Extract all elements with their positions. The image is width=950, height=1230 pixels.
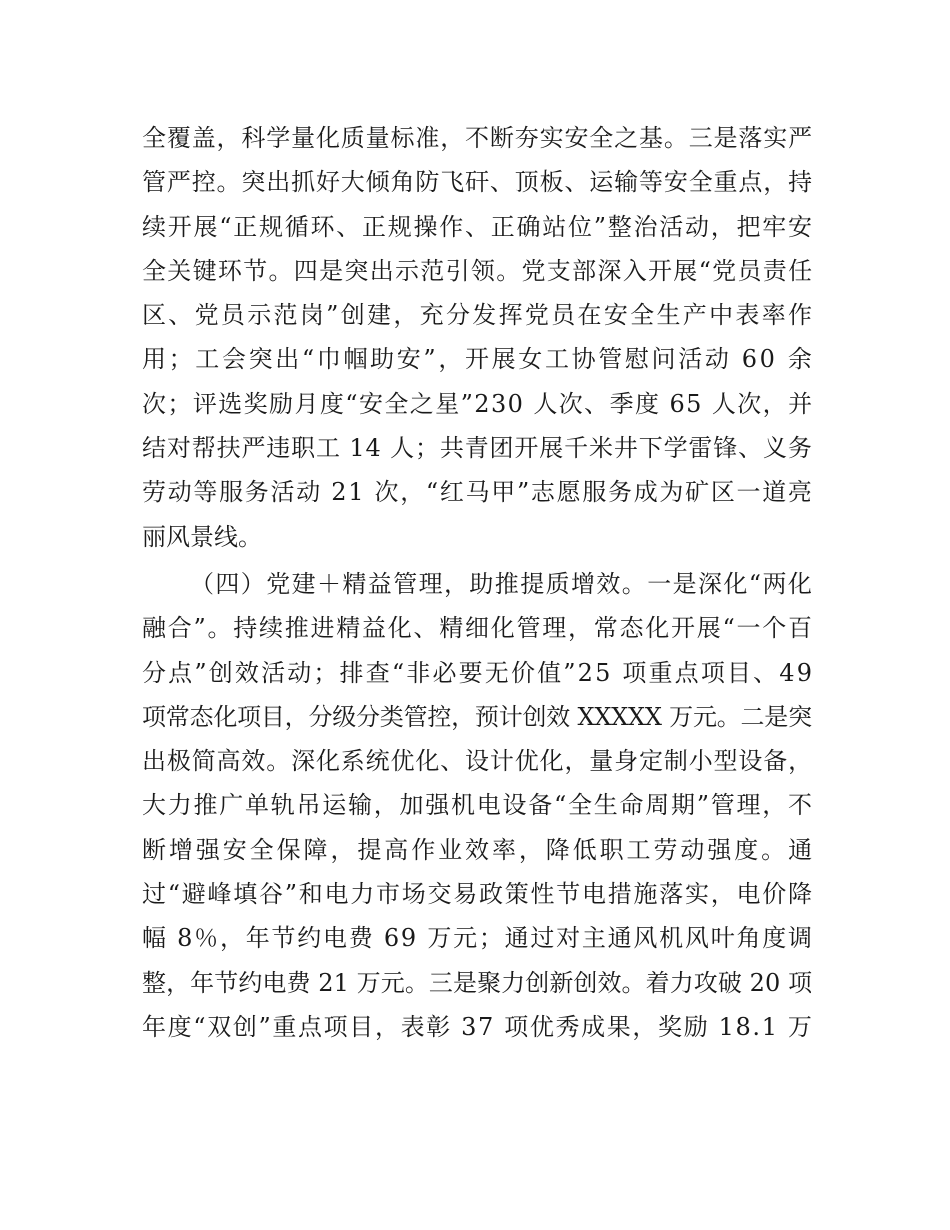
text-line: 用；工会突出“巾帼助安”，开展女工协管慰问活动 60 余: [142, 345, 815, 374]
text-line: 项常态化项目，分级分类管控，预计创效 XXXXX 万元。二是突: [142, 702, 812, 731]
text-line: 丽风景线。: [142, 522, 262, 551]
text-line: 全覆盖，科学量化质量标准，不断夯实安全之基。三是落实严: [142, 124, 813, 152]
text-line: 全关键环节。四是突出示范引领。党支部深入开展“党员责任: [142, 256, 814, 285]
text-line: 断增强安全保障，提高作业效率，降低职工劳动强度。通: [142, 835, 815, 864]
text-line: 幅 8％，年节约电费 69 万元；通过对主通风机风叶角度调: [142, 924, 814, 953]
text-line: 续开展“正规循环、正规操作、正确站位”整治活动，把牢安: [142, 212, 814, 241]
paragraph-safety: [142, 116, 815, 559]
text-line: 结对帮扶严违职工 14 人；共青团开展千米井下学雷锋、义务: [142, 434, 813, 463]
text-line: 融合”。持续推进精益化、精细化管理，常态化开展“一个百: [142, 614, 814, 643]
section-heading-line: （四）党建＋精益管理，助推提质增效。一是深化“两化: [190, 570, 814, 598]
text-line: 分点”创效活动；排查“非必要无价值”25 项重点项目、49: [142, 658, 815, 687]
text-line: 劳动等服务活动 21 次，“红马甲”志愿服务成为矿区一道亮: [142, 478, 814, 507]
text-line: 整，年节约电费 21 万元。三是聚力创新创效。着力攻破 20 项: [142, 968, 813, 997]
text-line: 大力推广单轨吊运输，加强机电设备“全生命周期”管理，不: [142, 791, 814, 820]
text-line: 管严控。突出抓好大倾角防飞矸、顶板、运输等安全重点，持: [142, 168, 813, 197]
text-line: 出极简高效。深化系统优化、设计优化，量身定制小型设备，: [142, 747, 813, 776]
paragraph-lean-management: [142, 562, 815, 1049]
text-line: 年度“双创”重点项目，表彰 37 项优秀成果，奖励 18.1 万: [142, 1012, 814, 1041]
text-line: 过“避峰填谷”和电力市场交易政策性节电措施落实，电价降: [142, 880, 814, 909]
text-line: 区、党员示范岗”创建，充分发挥党员在安全生产中表率作: [142, 301, 815, 330]
text-line: 次；评选奖励月度“安全之星”230 人次、季度 65 人次，并: [142, 389, 814, 418]
